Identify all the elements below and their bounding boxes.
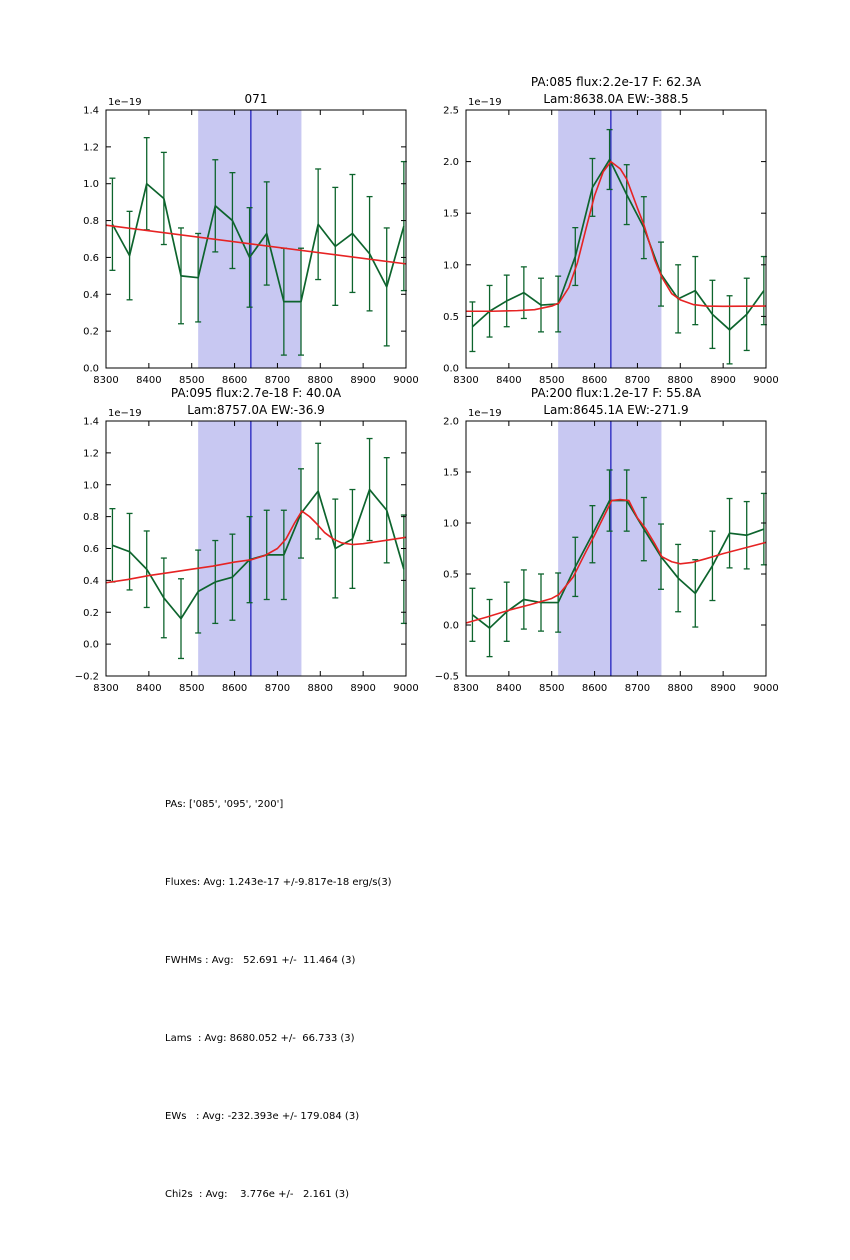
subplot-pa200 xyxy=(435,386,779,694)
x-tick-label: 8900 xyxy=(350,683,376,694)
axis-offset-label: 1e−19 xyxy=(468,408,502,419)
y-tick-label: 1.0 xyxy=(83,179,99,191)
x-tick-label: 8800 xyxy=(307,375,334,386)
x-tick-label: 8800 xyxy=(667,683,694,694)
x-tick-label: 8700 xyxy=(624,375,651,386)
stats-line-chi2s: Chi2s : Avg: 3.776e +/- 2.161 (3) xyxy=(165,1189,350,1200)
subplot-title: PA:095 flux:2.7e-18 F: 40.0A xyxy=(170,386,342,400)
y-tick-label: 0.0 xyxy=(83,639,99,651)
axis-offset-label: 1e−19 xyxy=(468,97,502,108)
x-tick-label: 8600 xyxy=(221,375,248,386)
axis-offset-label: 1e−19 xyxy=(108,97,142,108)
x-tick-label: 8900 xyxy=(350,375,376,386)
subplot-pa085 xyxy=(443,75,779,386)
x-tick-label: 8300 xyxy=(93,375,119,386)
x-tick-label: 8400 xyxy=(136,683,162,694)
x-tick-label: 8400 xyxy=(496,683,522,694)
x-tick-label: 8600 xyxy=(581,375,608,386)
x-tick-label: 8900 xyxy=(710,375,736,386)
y-tick-label: 0.0 xyxy=(443,620,459,632)
subplot-title: PA:085 flux:2.2e-17 F: 62.3A xyxy=(530,75,702,89)
y-tick-label: 0.5 xyxy=(443,311,459,323)
stats-block xyxy=(165,740,392,1260)
subplot-071 xyxy=(83,92,419,386)
x-tick-label: 8500 xyxy=(178,375,205,386)
y-tick-label: 1.0 xyxy=(83,480,99,492)
x-tick-label: 9000 xyxy=(393,375,419,386)
subplot-title: Lam:8645.1A EW:-271.9 xyxy=(543,403,689,417)
stats-line-pas: PAs: ['085', '095', '200'] xyxy=(165,799,284,810)
subplot-title: 071 xyxy=(244,92,268,106)
x-tick-label: 8700 xyxy=(264,683,291,694)
x-tick-label: 8600 xyxy=(221,683,248,694)
y-tick-label: 1.5 xyxy=(443,208,459,220)
y-tick-label: 1.4 xyxy=(83,105,99,117)
highlight-band xyxy=(558,421,661,676)
y-tick-label: −0.5 xyxy=(434,671,459,683)
y-tick-label: 1.5 xyxy=(443,467,459,479)
y-tick-label: 2.5 xyxy=(443,105,459,117)
y-tick-label: 0.8 xyxy=(83,216,99,228)
y-tick-label: 0.6 xyxy=(83,544,99,555)
x-tick-label: 8300 xyxy=(93,683,119,694)
y-tick-label: 0.2 xyxy=(83,607,99,619)
y-tick-label: −0.2 xyxy=(74,671,99,683)
y-tick-label: 0.0 xyxy=(443,363,459,375)
stats-line-fwhms: FWHMs : Avg: 52.691 +/- 11.464 (3) xyxy=(165,955,356,966)
subplot-title: Lam:8757.0A EW:-36.9 xyxy=(187,403,325,417)
y-tick-label: 2.0 xyxy=(443,416,459,428)
stats-line-fluxes: Fluxes: Avg: 1.243e-17 +/-9.817e-18 erg/s(3) xyxy=(165,877,392,888)
x-tick-label: 8500 xyxy=(178,683,205,694)
x-tick-label: 8900 xyxy=(710,683,736,694)
y-tick-label: 0.5 xyxy=(443,569,459,581)
x-tick-label: 8800 xyxy=(307,683,334,694)
axis-offset-label: 1e−19 xyxy=(108,408,142,419)
x-tick-label: 8500 xyxy=(538,375,565,386)
y-tick-label: 0.4 xyxy=(83,575,99,587)
y-tick-label: 2.0 xyxy=(443,157,459,169)
y-tick-label: 1.0 xyxy=(443,260,459,272)
x-tick-label: 8300 xyxy=(453,683,479,694)
y-tick-label: 1.0 xyxy=(443,518,459,530)
x-tick-label: 8700 xyxy=(264,375,291,386)
x-tick-label: 8400 xyxy=(136,375,162,386)
x-tick-label: 8800 xyxy=(667,375,694,386)
subplot-title: PA:200 flux:1.2e-17 F: 55.8A xyxy=(530,386,702,400)
y-tick-label: 0.4 xyxy=(83,289,99,301)
x-tick-label: 8500 xyxy=(538,683,565,694)
y-tick-label: 0.6 xyxy=(83,252,99,264)
stats-line-ews: EWs : Avg: -232.393e +/- 179.084 (3) xyxy=(165,1111,360,1122)
x-tick-label: 8600 xyxy=(581,683,608,694)
y-tick-label: 1.4 xyxy=(83,416,99,428)
y-tick-label: 0.2 xyxy=(83,326,99,338)
x-tick-label: 9000 xyxy=(393,683,419,694)
x-tick-label: 9000 xyxy=(753,375,779,386)
x-tick-label: 8300 xyxy=(453,375,479,386)
y-tick-label: 1.2 xyxy=(83,142,99,154)
subplot-title: Lam:8638.0A EW:-388.5 xyxy=(543,92,689,106)
x-tick-label: 8700 xyxy=(624,683,651,694)
x-tick-label: 8400 xyxy=(496,375,522,386)
subplot-pa095 xyxy=(75,386,419,694)
y-tick-label: 0.8 xyxy=(83,512,99,524)
y-tick-label: 0.0 xyxy=(83,363,99,375)
stats-line-lams: Lams : Avg: 8680.052 +/- 66.733 (3) xyxy=(165,1033,355,1044)
y-tick-label: 1.2 xyxy=(83,448,99,460)
x-tick-label: 9000 xyxy=(753,683,779,694)
